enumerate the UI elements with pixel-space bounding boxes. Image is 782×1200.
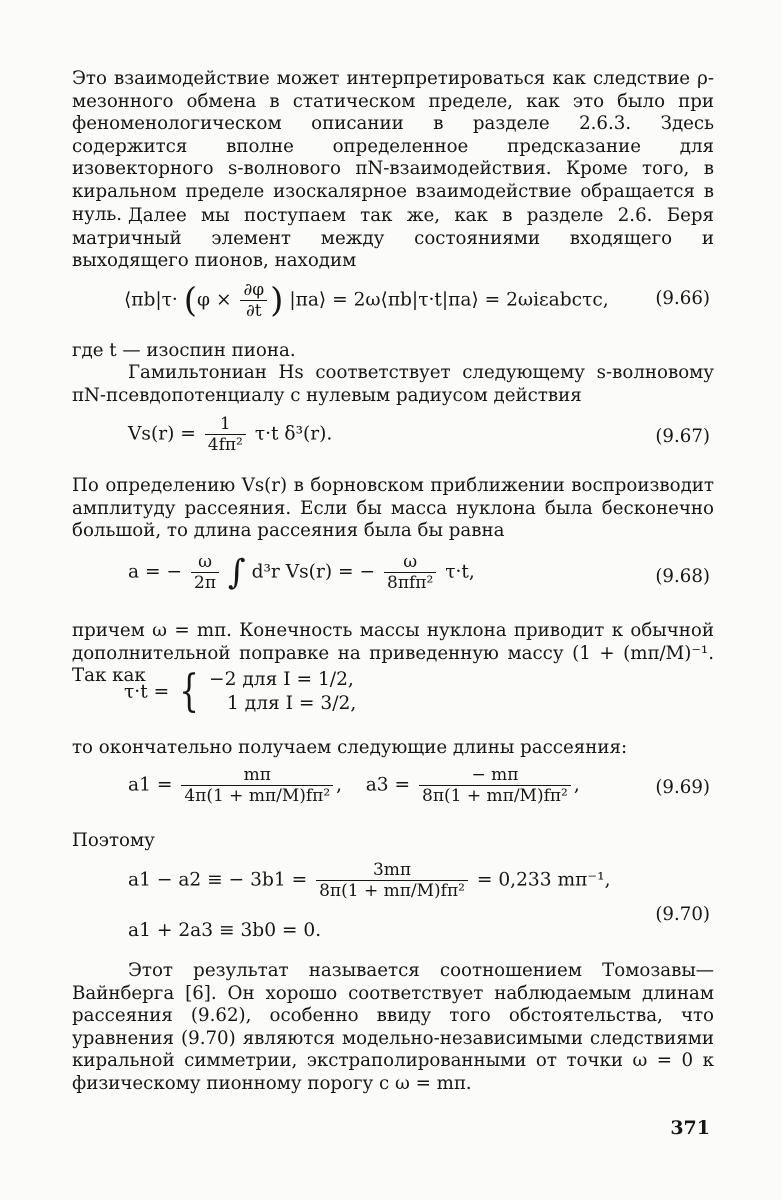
paragraph-8: Поэтому <box>72 830 155 851</box>
equation-number: (9.66) <box>655 288 710 309</box>
paragraph-4: Гамильтониан Hs соответствует следующему s-волновому πN-псевдопотенциалу с нулевым радиусом действия <box>72 362 714 406</box>
fraction: $\frac{\omega}{\text{8πfπ²}}$ <box>384 552 436 593</box>
fraction: $\frac{3m\pi}{\text{8π(1 + mπ/M)fπ²}}$ <box>316 860 468 901</box>
paragraph-1: Это взаимодействие может интерпретироваться как следствие ρ-мезонного обмена в статическом пределе, как это было при феноменологическом описании в разделе 2.6.3. Здесь содержится вполне определенное предсказание для изовекторного s-волнового πN-взаимодействия. Кроме того, в киральном пределе изоскалярное взаимодействие обращается в нуль. <box>72 68 714 225</box>
equation-number: (9.70) <box>655 904 710 925</box>
equation-number: (9.68) <box>655 566 710 587</box>
equation-9-66: ⟨πb|τ· (φ × $\frac{\partial\varphi}{\partial t}$ ) |πa⟩ = 2ω⟨πb|τ·t|πa⟩ = 2ωiεabcτc, (9.66) <box>124 280 710 321</box>
equation-9-70: a1 − a2 ≡ − 3b1 = $\frac{3m\pi}{\text{8π(1 + mπ/M)fπ²}}$ = 0,233 mπ⁻¹, a1 + 2a3 ≡ 3b0 = 0. (9.70) <box>128 860 710 941</box>
paragraph-3: где t — изоспин пиона. <box>72 340 296 361</box>
paragraph-2: Далее мы поступаем так же, как в разделе 2.6. Беря матричный элемент между состояниями входящего и выходящего пионов, находим <box>72 205 714 272</box>
page-number: 371 <box>670 1117 710 1139</box>
paragraph-7: то окончательно получаем следующие длины рассеяния: <box>72 737 628 758</box>
equation-number: (9.69) <box>655 777 710 798</box>
equation-9-69: a1 = $\frac{m\pi}{\text{4π(1 + mπ/M)fπ²}}$ , a3 = $\frac{- m\pi}{\text{8π(1 + mπ/M)fπ²}}$ , (9.69) <box>128 765 710 806</box>
equation-number: (9.67) <box>655 426 710 447</box>
paragraph-5: По определению Vs(r) в борновском приближении воспроизводит амплитуду рассеяния. Если бы масса нуклона была бесконечно большой, то длина рассеяния была бы равна <box>72 475 714 542</box>
equation-9-67: Vs(r) = $\frac{1}{\text{4fπ²}}$ τ·t δ³(r). (9.67) <box>128 414 710 455</box>
integral-sign: ∫ <box>227 552 246 593</box>
fraction: $\frac{1}{\text{4fπ²}}$ <box>205 414 246 455</box>
paragraph-9: Этот результат называется соотношением Томозавы—Вайнберга [6]. Он хорошо соответствует наблюдаемым длинам рассеяния (9.62), особенно ввиду того обстоятельства, что уравнения (9.70) являются модельно-независимыми следствиями киральной симметрии, экстраполированными от точки ω = 0 к физическому пионному порогу с ω = mπ. <box>72 960 714 1094</box>
fraction: $\frac{m\pi}{\text{4π(1 + mπ/M)fπ²}}$ <box>181 765 333 806</box>
fraction: $\frac{- m\pi}{\text{8π(1 + mπ/M)fπ²}}$ <box>419 765 571 806</box>
fraction: $\frac{\partial\varphi}{\partial t}$ <box>240 280 267 321</box>
brace: { <box>179 666 199 717</box>
equation-tau-t-cases: τ·t = { −2 для I = 1/2, 1 для I = 3/2, <box>124 666 357 717</box>
equation-9-68: a = − $\frac{\omega}{2\pi}$ ∫ d³r Vs(r) = − $\frac{\omega}{\text{8πfπ²}}$ τ·t, (9.68) <box>128 552 710 593</box>
paragraph-6: причем ω = mπ. Конечность массы нуклона приводит к обычной дополнительной поправке на приведенную массу (1 + (mπ/M)⁻¹. Так как <box>72 620 714 687</box>
fraction: $\frac{\omega}{2\pi}$ <box>191 552 219 593</box>
